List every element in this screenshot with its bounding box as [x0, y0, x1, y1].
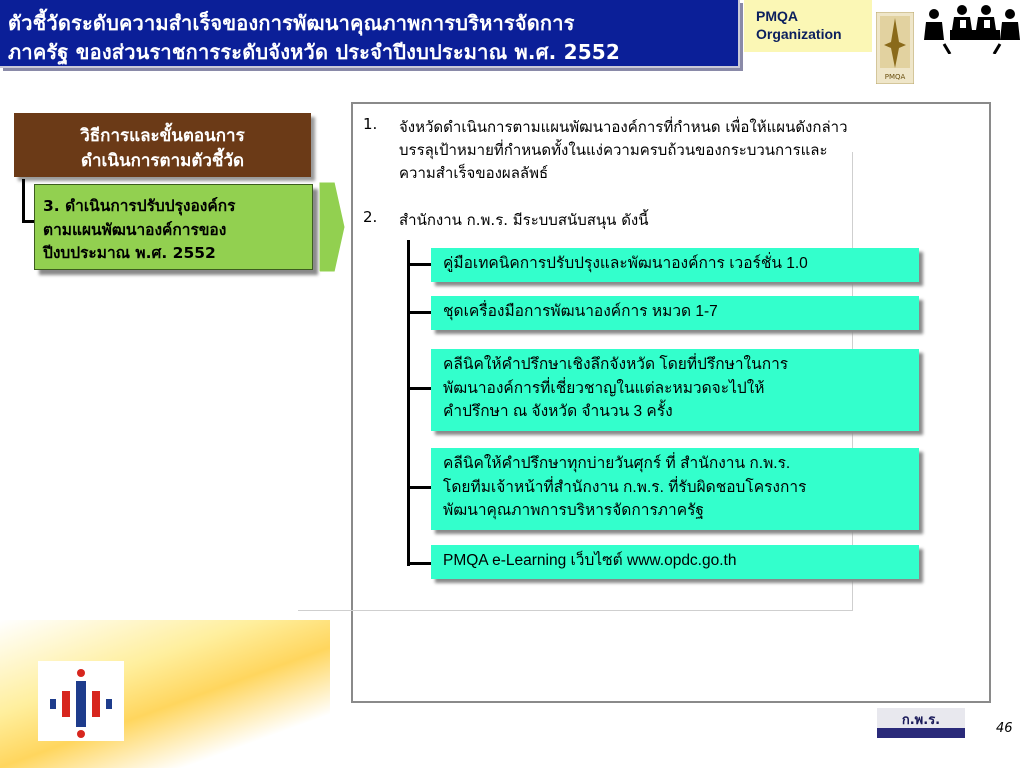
ocsc-logo-text: ก.พ.ร. [901, 713, 941, 728]
support-item-line: พัฒนาคุณภาพการบริหารจัดการภาครัฐ [443, 502, 704, 519]
pmqa-logo-icon [876, 12, 914, 84]
support-item-line: คำปรึกษา ณ จังหวัด จำนวน 3 ครั้ง [443, 403, 673, 420]
item-1-line-3: ความสำเร็จของผลลัพธ์ [399, 164, 549, 182]
support-item-line: พัฒนาองค์การที่เชี่ยวชาญในแต่ละหมวดจะไปให้ [443, 379, 765, 397]
item-1-line-1: จังหวัดดำเนินการตามแผนพัฒนาองค์การที่กำหนด เพื่อให้แผนดังกล่าว [399, 118, 848, 136]
method-heading-line-1: วิธีการและขั้นตอนการ [80, 126, 245, 146]
support-tree-trunk [407, 240, 410, 566]
step-line-1: 3. ดำเนินการปรับปรุงองค์กร [43, 197, 236, 215]
item-1-number: 1. [363, 115, 378, 133]
support-item-line: ชุดเครื่องมือการพัฒนาองค์การ หมวด 1-7 [443, 303, 718, 320]
step-line-2: ตามแผนพัฒนาองค์การของ [43, 221, 227, 239]
slide-title-line-2: ภาครัฐ ของส่วนราชการระดับจังหวัด ประจำปีงบประมาณ พ.ศ. 2552 [8, 40, 621, 64]
method-heading-line-2: ดำเนินการตามตัวชี้วัด [80, 151, 245, 171]
support-tree-branch [407, 263, 431, 266]
slide-title-line-1: ตัวชี้วัดระดับความสำเร็จของการพัฒนาคุณภาพการบริหารจัดการ [8, 11, 575, 35]
pmqa-label: PMQA [756, 8, 798, 24]
support-item-friday-clinic [431, 448, 919, 530]
item-2-number: 2. [363, 208, 378, 226]
title-banner [0, 0, 740, 68]
step-3-box [34, 184, 313, 270]
support-item-line: คลีนิคให้คำปรึกษาเชิงลึกจังหวัด โดยที่ปรึกษาในการ [443, 356, 789, 373]
organization-label: Organization [756, 26, 842, 42]
support-item-manual [431, 248, 919, 282]
support-tree-branch [407, 486, 431, 489]
support-item-line: โดยทีมเจ้าหน้าที่สำนักงาน ก.พ.ร. ที่รับผิดชอบโครงการ [443, 478, 807, 496]
item-2-text: สำนักงาน ก.พ.ร. มีระบบสนับสนุน ดังนี้ [399, 211, 649, 229]
pmqa-organization-label [744, 0, 872, 52]
inner-divider-horizontal [298, 610, 853, 611]
ocsc-logo-icon [877, 708, 965, 738]
step-line-3: ปีงบประมาณ พ.ศ. 2552 [43, 244, 216, 262]
right-arrow-icon [319, 182, 345, 272]
support-item-line: คู่มือเทคนิคการปรับปรุงและพัฒนาองค์การ เวอร์ชั่น 1.0 [443, 255, 808, 272]
method-heading-box [14, 113, 311, 177]
organization-logo-icon [38, 661, 124, 741]
support-item-line: คลีนิคให้คำปรึกษาทุกบ่ายวันศุกร์ ที่ สำนักงาน ก.พ.ร. [443, 455, 791, 472]
support-tree-branch [407, 562, 431, 565]
meeting-people-icon [920, 0, 1024, 54]
support-item-provincial-clinic [431, 349, 919, 431]
support-item-elearning [431, 545, 919, 579]
support-tree-branch [407, 387, 431, 390]
page-number: 46 [996, 721, 1013, 736]
support-item-line: PMQA e-Learning เว็บไซต์ www.opdc.go.th [443, 552, 737, 569]
pmqa-logo-caption: PMQA [884, 73, 906, 81]
item-1-line-2: บรรลุเป้าหมายที่กำหนดทั้งในแง่ความครบถ้วนของกระบวนการและ [399, 141, 828, 159]
support-tree-branch [407, 311, 431, 314]
support-item-toolkit [431, 296, 919, 330]
